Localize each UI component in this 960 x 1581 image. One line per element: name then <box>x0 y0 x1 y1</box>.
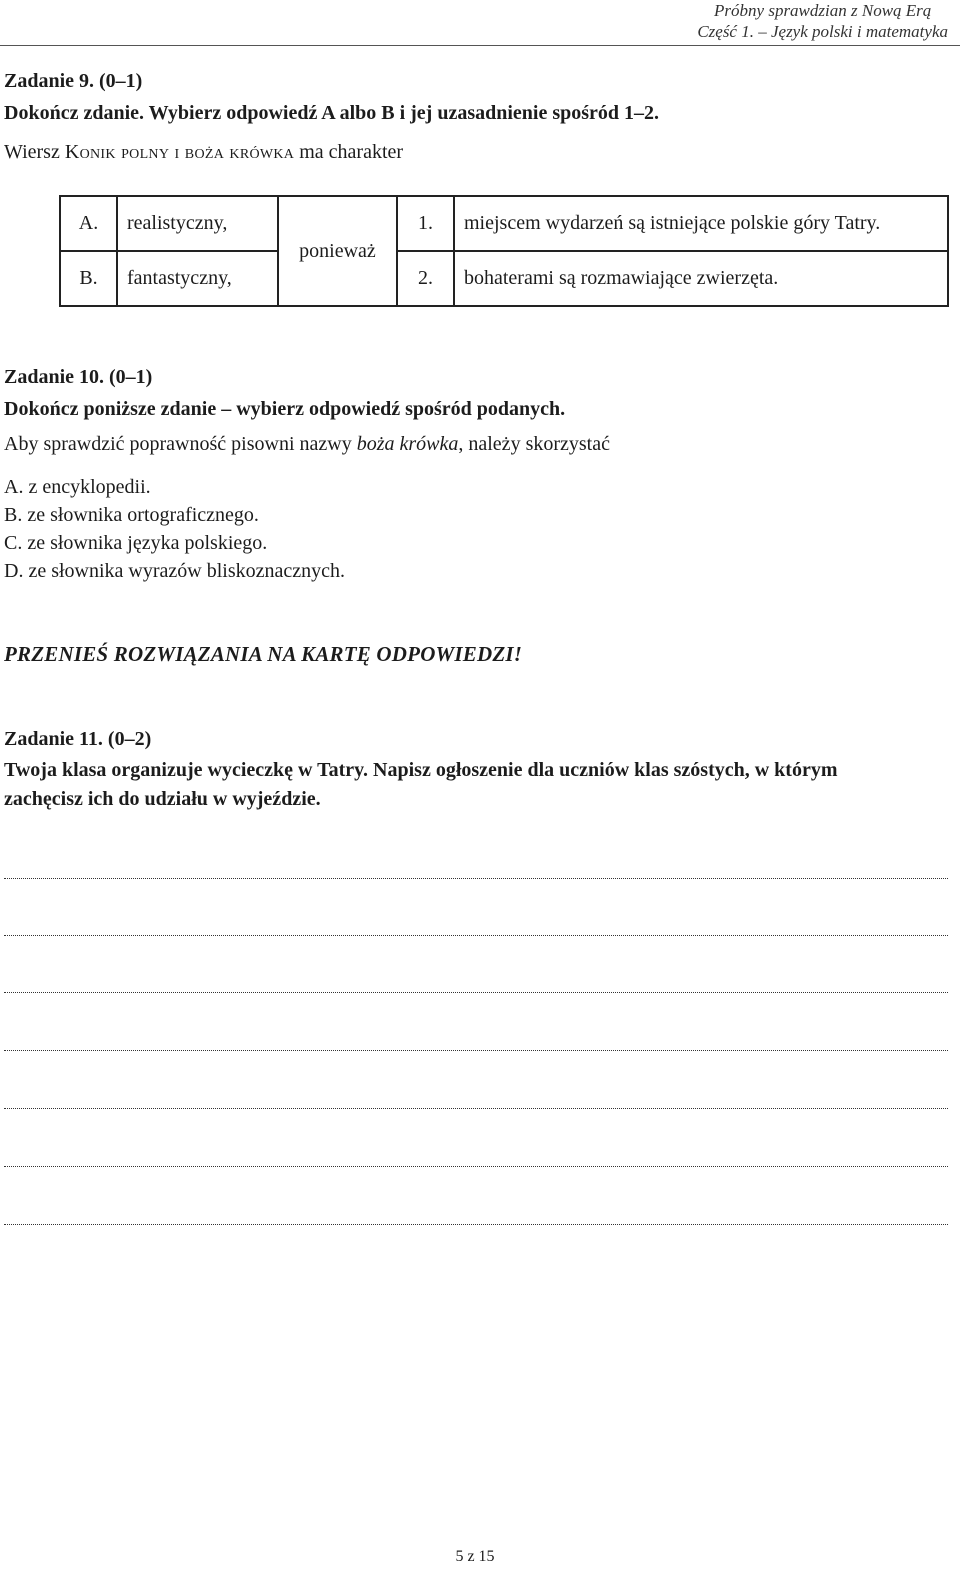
answer-d: D. ze słownika wyrazów bliskoznacznych. <box>4 560 345 582</box>
task9-stem <box>4 139 403 165</box>
answer-line[interactable] <box>4 1108 948 1109</box>
task9-instruction: Dokończ zdanie. Wybierz odpowiedź A albo B i jej uzasadnienie spośród 1–2. <box>4 102 660 124</box>
task11-instruction-line1: Twoja klasa organizuje wycieczkę w Tatry. Napisz ogłoszenie dla uczniów klas szóstych, w którym <box>4 759 838 781</box>
task9-stem-prefix: Wiersz <box>4 141 65 163</box>
header-divider <box>0 45 960 46</box>
reason-2-text: bohaterami są rozmawiające zwierzęta. <box>454 251 948 306</box>
option-a-text: realistyczny, <box>117 196 278 251</box>
reason-1-text: miejscem wydarzeń są istniejące polskie góry Tatry. <box>454 196 948 251</box>
task10-stem-suffix: , należy skorzystać <box>458 433 610 455</box>
answer-a: A. z encyklopedii. <box>4 476 151 498</box>
task10-stem-italic: boża krówka <box>356 433 459 455</box>
task9-stem-suffix: ma charakter <box>294 141 404 163</box>
connector-word: ponieważ <box>278 196 397 306</box>
task10-stem-prefix: Aby sprawdzić poprawność pisowni nazwy <box>4 433 357 455</box>
page-number: 5 z 15 <box>455 1548 495 1565</box>
table-row <box>60 196 948 251</box>
task11-title: Zadanie 11. (0–2) <box>4 728 152 750</box>
answer-line[interactable] <box>4 1050 948 1051</box>
answer-line[interactable] <box>4 1224 948 1225</box>
header-line-2: Część 1. – Język polski i matematyka <box>697 22 948 41</box>
reason-1-number: 1. <box>397 196 454 251</box>
task9-poem-title: Konik polny i boża krówka <box>64 141 295 163</box>
header-line-1: Próbny sprawdzian z Nową Erą <box>714 1 932 20</box>
task10-title: Zadanie 10. (0–1) <box>4 366 153 388</box>
answer-line[interactable] <box>4 1166 948 1167</box>
task10-stem <box>4 431 610 457</box>
task11-instruction-line2: zachęcisz ich do udziału w wyjeździe. <box>4 788 321 810</box>
option-b-letter: B. <box>60 251 117 306</box>
task10-instruction: Dokończ poniższe zdanie – wybierz odpowiedź spośród podanych. <box>4 398 566 420</box>
reason-2-number: 2. <box>397 251 454 306</box>
answer-line[interactable] <box>4 878 948 879</box>
page-header <box>697 0 948 42</box>
answer-line[interactable] <box>4 935 948 936</box>
answer-b: B. ze słownika ortograficznego. <box>4 504 259 526</box>
table-row <box>60 251 948 306</box>
transfer-notice: PRZENIEŚ ROZWIĄZANIA NA KARTĘ ODPOWIEDZI! <box>4 642 523 666</box>
answer-c: C. ze słownika języka polskiego. <box>4 532 268 554</box>
option-a-letter: A. <box>60 196 117 251</box>
task9-title: Zadanie 9. (0–1) <box>4 70 143 92</box>
task9-options-table <box>59 195 949 307</box>
answer-line[interactable] <box>4 992 948 993</box>
option-b-text: fantastyczny, <box>117 251 278 306</box>
